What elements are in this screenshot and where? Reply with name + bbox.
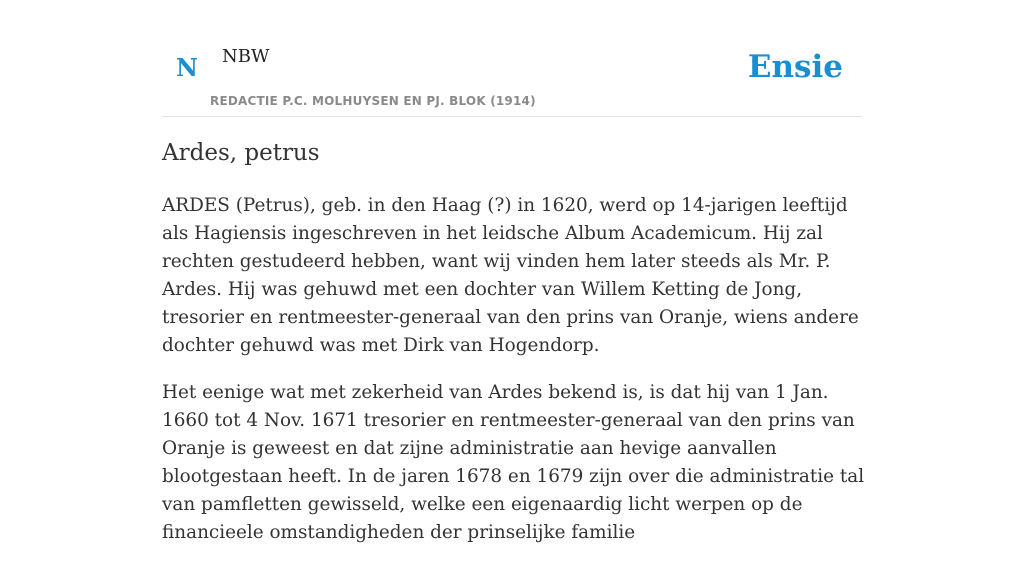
book-logo[interactable]: N — [176, 53, 198, 82]
article-paragraph: Het eenige wat met zekerheid van Ardes bekend is, is dat hij van 1 Jan. 1660 tot 4 Nov. 1671 tresorier en rentmeester-generaal van den prins van Oranje is geweest en dat zijne administratie aan hevige aanvallen blootgestaan heeft. In de jaren 1678 en 1679 zijn over die administratie tal van pamfletten gewisseld, welke een eigenaardig licht werpen op de financieele omstandigheden der prinselijke familie — [162, 382, 865, 543]
article-paragraph: ARDES (Petrus), geb. in den Haag (?) in 1620, werd op 14-jarigen leeftijd als Hagiensis ingeschreven in het leidsche Album Academicum. Hij zal rechten gestudeerd hebben, want wij vinden hem later steeds als Mr. P. Ardes. Hij was gehuwd met een dochter van Willem Ketting de Jong, tresorier en rentmeester-generaal van den prins van Oranje, wiens andere dochter gehuwd was met Dirk van Hogendorp. — [162, 195, 859, 356]
book-editors: REDACTIE P.C. MOLHUYSEN EN PJ. BLOK (1914) — [210, 94, 536, 108]
book-code: NBW — [222, 46, 270, 67]
ensie-brand-link[interactable]: Ensie — [747, 49, 843, 85]
article-body — [162, 192, 868, 566]
site-header — [162, 0, 862, 117]
article-title: Ardes, petrus — [162, 140, 320, 166]
